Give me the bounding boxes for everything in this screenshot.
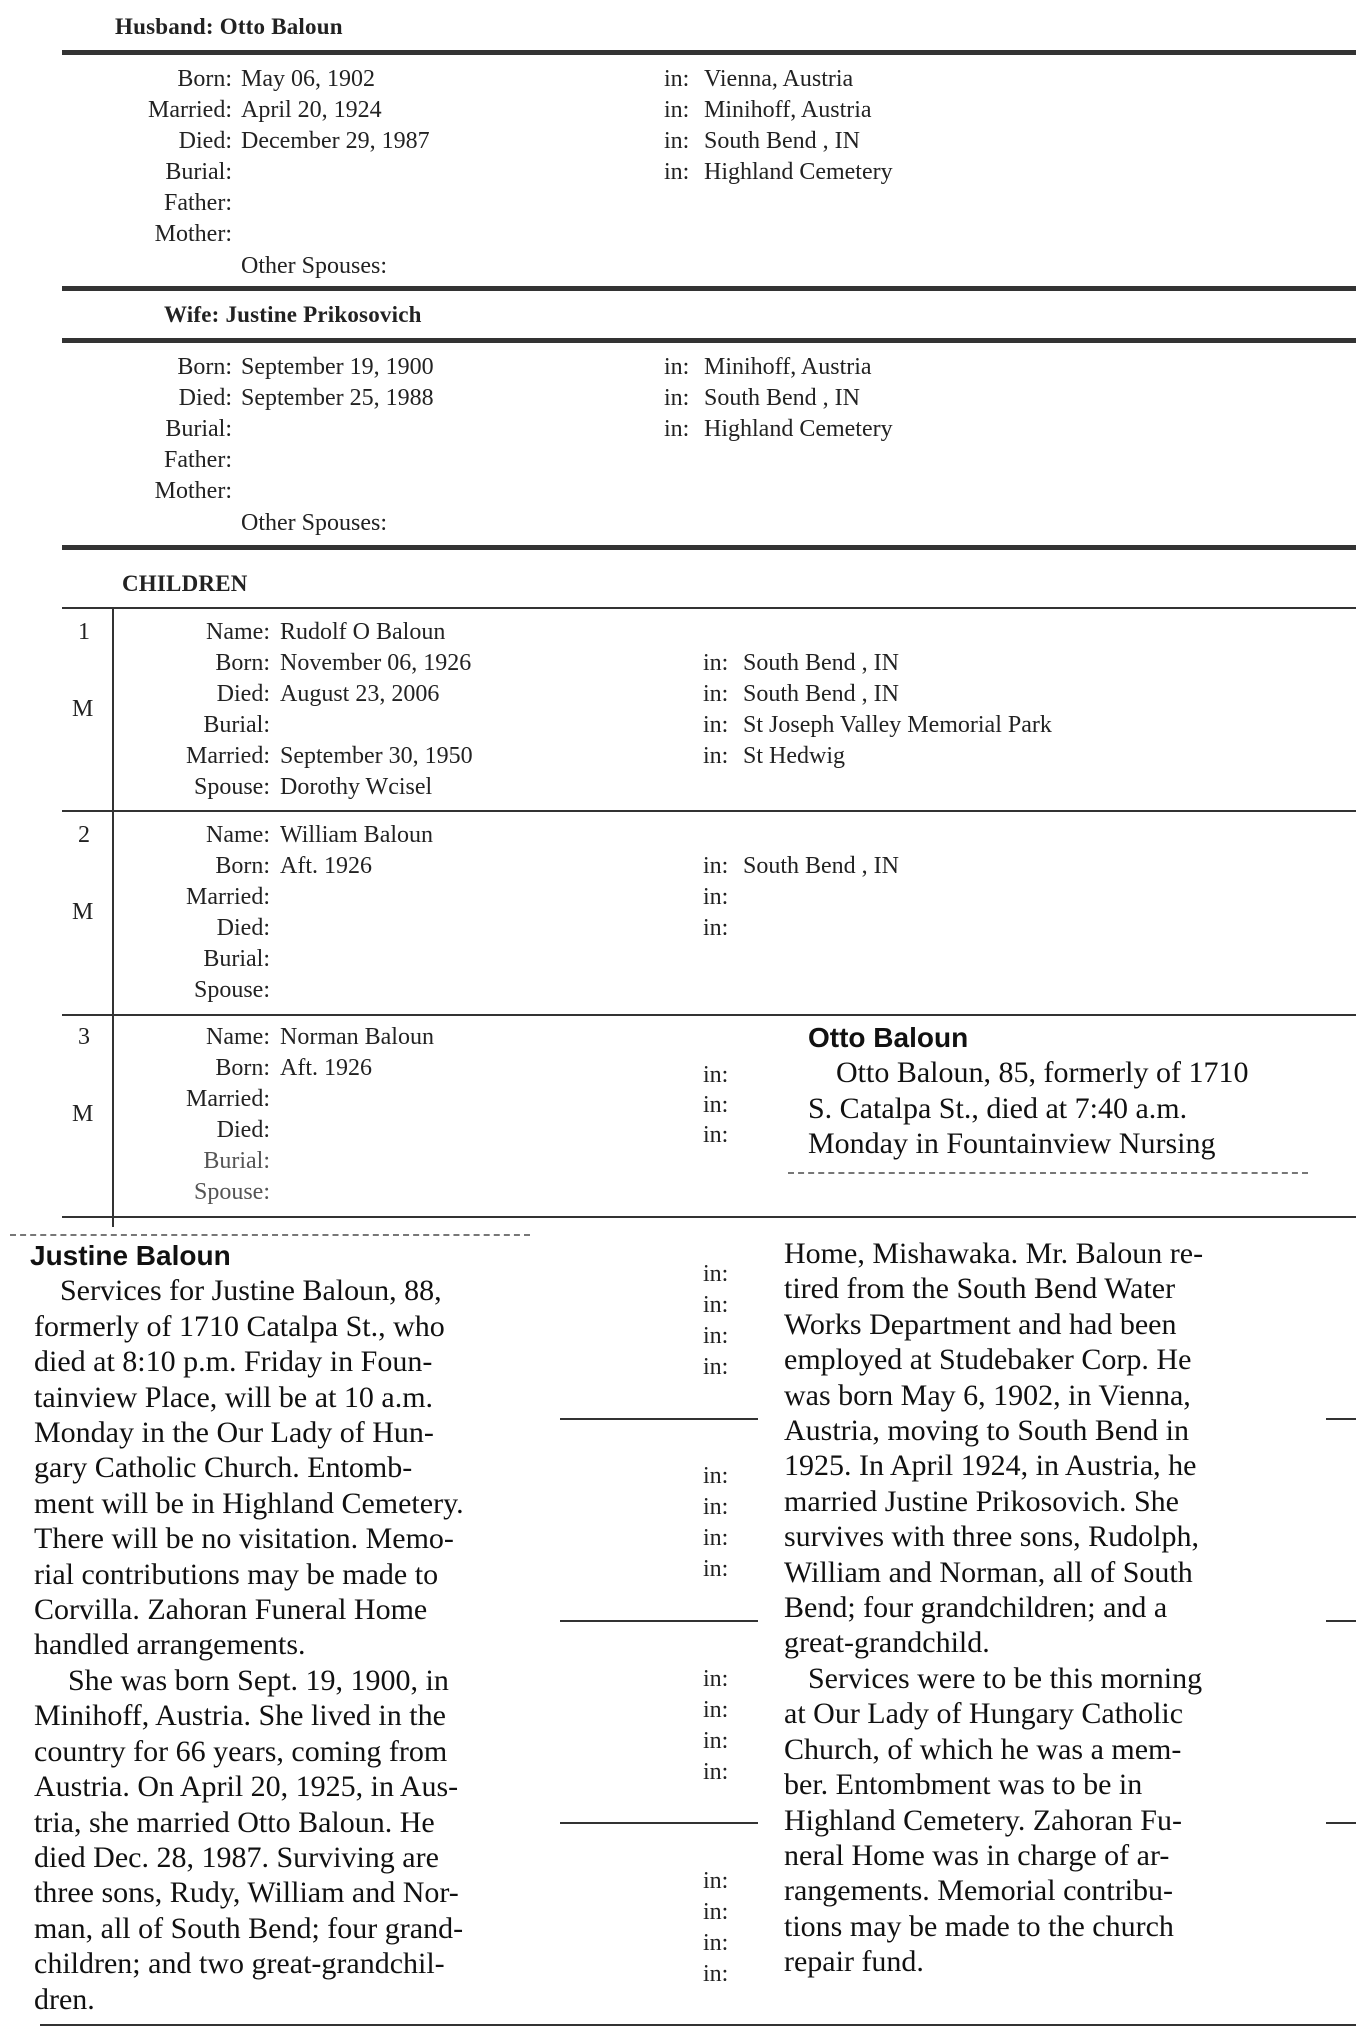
husband-header-label: Husband: <box>115 14 214 39</box>
husband-burial-place: Highland Cemetery <box>704 159 893 185</box>
husband-header-rule <box>62 50 1356 55</box>
justine-obituary-line: dren. <box>34 1982 95 2016</box>
justine-obituary-title: Justine Baloun <box>30 1240 231 1271</box>
otto-obituary-line: tions may be made to the church <box>784 1909 1174 1943</box>
underlying-rule <box>560 1620 758 1622</box>
wife-header-rule <box>62 338 1356 343</box>
child-1-married-label: Married: <box>186 743 270 769</box>
wife-header-name: Justine Prikosovich <box>225 302 422 327</box>
otto-obituary-line: survives with three sons, Rudolph, <box>784 1520 1199 1554</box>
wife-burial-label: Burial: <box>165 416 232 442</box>
stray-in-label: in: <box>703 1354 729 1380</box>
otto-obituary-line: Highland Cemetery. Zahoran Fu- <box>784 1803 1182 1837</box>
otto-obituary-clipping-top <box>778 1020 1326 1180</box>
child-1-married-place: St Hedwig <box>743 743 845 769</box>
husband-died-label: Died: <box>178 128 232 154</box>
child-2-burial-label: Burial: <box>203 946 270 972</box>
wife-father-label: Father: <box>164 447 232 473</box>
child-2-died-label: Died: <box>216 915 270 941</box>
wife-born-in: in: <box>664 354 690 380</box>
justine-obituary-line: country for 66 years, coming from <box>34 1734 448 1768</box>
child-1-spouse-value: Dorothy Wcisel <box>280 774 433 800</box>
justine-obituary-line: tainview Place, will be at 10 a.m. <box>34 1380 434 1414</box>
child-1-married-value: September 30, 1950 <box>280 743 473 769</box>
child-2-died-in: in: <box>703 915 729 941</box>
child-3-name-value: Norman Baloun <box>280 1024 434 1050</box>
underlying-rule <box>560 1822 758 1824</box>
wife-died-place: South Bend , IN <box>704 385 860 411</box>
child-3-died-in: in: <box>703 1122 729 1148</box>
child-2-born-value: Aft. 1926 <box>280 853 372 879</box>
child-2-sex: M <box>72 899 94 925</box>
otto-obituary-line: Church, of which he was a mem- <box>784 1732 1182 1766</box>
justine-obituary-line: died at 8:10 p.m. Friday in Foun- <box>34 1345 433 1379</box>
wife-other-spouses: Other Spouses: <box>241 510 387 536</box>
child-1-born-value: November 06, 1926 <box>280 650 472 676</box>
child-1-born-place: South Bend , IN <box>743 650 899 676</box>
otto-obituary-line: great-grandchild. <box>784 1626 990 1660</box>
child-2-number: 2 <box>78 822 90 848</box>
wife-died-label: Died: <box>178 385 232 411</box>
child-3-married-label: Married: <box>186 1086 270 1112</box>
stray-in-label: in: <box>703 1463 729 1489</box>
wife-burial-in: in: <box>664 416 690 442</box>
child-1-rule <box>62 810 1356 812</box>
otto-obituary-line: William and Norman, all of South <box>784 1555 1193 1589</box>
husband-mother-label: Mother: <box>154 221 232 247</box>
child-2-name-label: Name: <box>206 822 270 848</box>
husband-burial-label: Burial: <box>165 159 232 185</box>
wife-born-place: Minihoff, Austria <box>704 354 872 380</box>
child-3-born-in: in: <box>703 1062 729 1088</box>
otto-obituary-line: at Our Lady of Hungary Catholic <box>784 1697 1184 1731</box>
child-1-born-label: Born: <box>215 650 270 676</box>
justine-obituary-line: man, all of South Bend; four grand- <box>34 1911 464 1945</box>
wife-header-label: Wife: <box>164 302 220 327</box>
stray-in-label: in: <box>703 1868 729 1894</box>
stray-in-label: in: <box>703 1556 729 1582</box>
child-3-born-value: Aft. 1926 <box>280 1055 372 1081</box>
children-header-rule <box>62 607 1356 609</box>
wife-born-label: Born: <box>177 354 232 380</box>
justine-obituary-line: Corvilla. Zahoran Funeral Home <box>34 1593 428 1627</box>
stray-in-label: in: <box>703 1697 729 1723</box>
otto-obituary-line: tired from the South Bend Water <box>784 1272 1176 1306</box>
child-1-died-in: in: <box>703 681 729 707</box>
otto-obituary-line: neral Home was in charge of ar- <box>784 1838 1170 1872</box>
child-2-name-value: William Baloun <box>280 822 434 848</box>
wife-born-value: September 19, 1900 <box>241 354 434 380</box>
husband-born-value: May 06, 1902 <box>241 66 375 92</box>
child-3-burial-label: Burial: <box>203 1148 270 1174</box>
child-1-burial-in: in: <box>703 712 729 738</box>
child-3-number: 3 <box>78 1024 90 1050</box>
otto-obituary-line: ber. Entombment was to be in <box>784 1768 1143 1802</box>
stray-in-label: in: <box>703 1525 729 1551</box>
stray-in-label: in: <box>703 1899 729 1925</box>
justine-obituary-line: rial contributions may be made to <box>34 1557 439 1591</box>
child-1-name-label: Name: <box>206 619 270 645</box>
otto-obituary-line: Services were to be this morning <box>808 1661 1203 1695</box>
child-2-married-label: Married: <box>186 884 270 910</box>
child-2-rule <box>62 1014 1356 1016</box>
husband-born-in: in: <box>664 66 690 92</box>
child-1-died-value: August 23, 2006 <box>280 681 440 707</box>
child-1-name-value: Rudolf O Baloun <box>280 619 446 645</box>
child-3-born-label: Born: <box>215 1055 270 1081</box>
justine-obituary-line: tria, she married Otto Baloun. He <box>34 1805 435 1839</box>
stray-in-label: in: <box>703 1261 729 1287</box>
underlying-rule <box>560 1418 758 1420</box>
husband-married-place: Minihoff, Austria <box>704 97 872 123</box>
husband-married-label: Married: <box>148 97 232 123</box>
stray-in-label: in: <box>703 1930 729 1956</box>
husband-father-label: Father: <box>164 190 232 216</box>
justine-obituary-clipping <box>10 1234 558 2016</box>
husband-born-place: Vienna, Austria <box>704 66 854 92</box>
stray-in-label: in: <box>703 1961 729 1987</box>
wife-header <box>164 302 422 328</box>
child-1-number: 1 <box>78 619 90 645</box>
child-2-born-label: Born: <box>215 853 270 879</box>
child-3-rule <box>62 1216 1356 1218</box>
page-bottom-rule <box>40 2024 1356 2026</box>
husband-header <box>115 14 343 40</box>
justine-obituary-line: ment will be in Highland Cemetery. <box>34 1486 464 1520</box>
child-3-died-label: Died: <box>216 1117 270 1143</box>
husband-married-value: April 20, 1924 <box>241 97 382 123</box>
child-1-spouse-label: Spouse: <box>193 774 270 800</box>
child-1-born-in: in: <box>703 650 729 676</box>
child-1-sex: M <box>72 696 94 722</box>
justine-obituary-line: died Dec. 28, 1987. Surviving are <box>34 1840 439 1874</box>
child-2-born-in: in: <box>703 853 729 879</box>
wife-burial-place: Highland Cemetery <box>704 416 893 442</box>
stray-in-label: in: <box>703 1666 729 1692</box>
justine-obituary-line: children; and two great-grandchil- <box>34 1947 445 1981</box>
justine-obituary-line: Minihoff, Austria. She lived in the <box>34 1699 446 1733</box>
husband-born-label: Born: <box>177 66 232 92</box>
otto-obituary-line: Bend; four grandchildren; and a <box>784 1591 1168 1625</box>
otto-obituary-line: 1925. In April 1924, in Austria, he <box>784 1449 1197 1483</box>
otto-obituary-line: employed at Studebaker Corp. He <box>784 1343 1192 1377</box>
stray-in-label: in: <box>703 1323 729 1349</box>
otto-obituary-line: Monday in Fountainview Nursing <box>808 1127 1216 1161</box>
husband-died-in: in: <box>664 128 690 154</box>
otto-obituary-line: rangements. Memorial contribu- <box>784 1874 1174 1908</box>
justine-obituary-line: formerly of 1710 Catalpa St., who <box>34 1309 445 1343</box>
justine-obituary-line: gary Catholic Church. Entomb- <box>34 1451 413 1485</box>
husband-section-rule <box>62 286 1356 291</box>
wife-died-value: September 25, 1988 <box>241 385 434 411</box>
child-1-burial-place: St Joseph Valley Memorial Park <box>743 712 1052 738</box>
otto-obituary-line: Home, Mishawaka. Mr. Baloun re- <box>784 1237 1204 1270</box>
otto-obituary-line: S. Catalpa St., died at 7:40 a.m. <box>808 1091 1188 1125</box>
justine-obituary-line: Services for Justine Baloun, 88, <box>60 1274 442 1308</box>
clipping-tear-edge <box>10 1234 530 1236</box>
justine-obituary-line: three sons, Rudy, William and Nor- <box>34 1876 459 1910</box>
justine-obituary-line: handled arrangements. <box>34 1628 306 1662</box>
otto-obituary-line: Works Department and had been <box>784 1307 1177 1341</box>
otto-obituary-line: was born May 6, 1902, in Vienna, <box>784 1378 1191 1412</box>
children-header: CHILDREN <box>122 571 248 596</box>
child-1-died-place: South Bend , IN <box>743 681 899 707</box>
child-2-married-in: in: <box>703 884 729 910</box>
otto-obituary-line: Austria, moving to South Bend in <box>784 1414 1189 1448</box>
child-3-sex: M <box>72 1101 94 1127</box>
child-3-spouse-label: Spouse: <box>193 1179 270 1205</box>
stray-in-label: in: <box>703 1292 729 1318</box>
justine-obituary-line: Austria. On April 20, 1925, in Aus- <box>34 1770 459 1804</box>
wife-died-in: in: <box>664 385 690 411</box>
child-3-married-in: in: <box>703 1092 729 1118</box>
husband-died-place: South Bend , IN <box>704 128 860 154</box>
otto-obituary-line: married Justine Prikosovich. She <box>784 1484 1179 1518</box>
otto-obituary-line: Otto Baloun, 85, formerly of 1710 <box>836 1056 1249 1090</box>
child-1-married-in: in: <box>703 743 729 769</box>
justine-obituary-line: Monday in the Our Lady of Hun- <box>34 1416 434 1450</box>
child-3-name-label: Name: <box>206 1024 270 1050</box>
husband-burial-in: in: <box>664 159 690 185</box>
husband-header-name: Otto Baloun <box>219 14 343 39</box>
stray-in-label: in: <box>703 1494 729 1520</box>
stray-in-label: in: <box>703 1759 729 1785</box>
justine-obituary-line: She was born Sept. 19, 1900, in <box>68 1663 449 1697</box>
husband-died-value: December 29, 1987 <box>241 128 430 154</box>
otto-obituary-title: Otto Baloun <box>808 1022 969 1053</box>
husband-other-spouses: Other Spouses: <box>241 253 387 279</box>
otto-obituary-line: repair fund. <box>784 1945 924 1979</box>
wife-section-rule <box>62 545 1356 550</box>
wife-mother-label: Mother: <box>154 478 232 504</box>
clipping-tear-edge <box>788 1172 1308 1174</box>
otto-obituary-clipping-continued <box>770 1236 1326 1981</box>
child-2-spouse-label: Spouse: <box>193 977 270 1003</box>
stray-in-label: in: <box>703 1728 729 1754</box>
husband-married-in: in: <box>664 97 690 123</box>
child-2-born-place: South Bend , IN <box>743 853 899 879</box>
child-1-burial-label: Burial: <box>203 712 270 738</box>
justine-obituary-line: There will be no visitation. Memo- <box>34 1522 454 1556</box>
child-1-died-label: Died: <box>216 681 270 707</box>
